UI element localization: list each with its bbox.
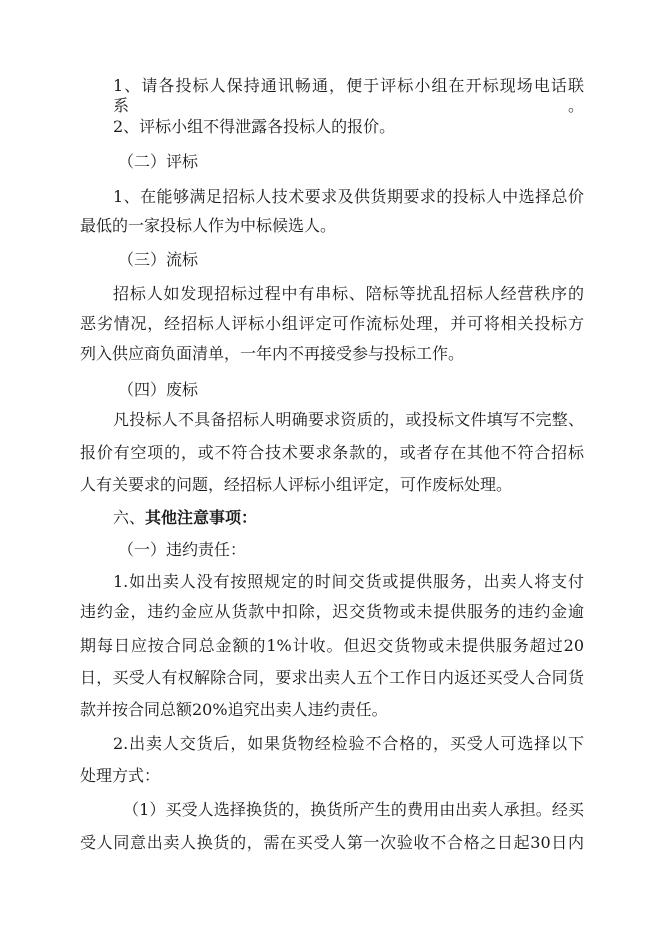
- text-line: 1、请各投标人保持通讯畅通，便于评标小组在开标现场电话联系。: [113, 76, 584, 115]
- text-line: 2.出卖人交货后，如果货物经检验不合格的，买受人可选择以下: [113, 734, 584, 753]
- text-line: （1）买受人选择换货的，换货所产生的费用由出卖人承担。经买: [123, 800, 584, 819]
- text-line: 期每日应按合同总金额的1%计收。但迟交货物或未提供服务超过20: [80, 636, 584, 655]
- section-six-heading: [113, 508, 584, 528]
- text-line: 恶劣情况，经招标人评标小组评定可作流标处理，并可将相关投标方: [80, 314, 584, 333]
- section-heading: （三）流标: [118, 250, 199, 269]
- text-line: 2、评标小组不得泄露各投标人的报价。: [113, 117, 396, 136]
- section-heading: （二）评标: [118, 152, 199, 171]
- text-line: 1.如出卖人没有按照规定的时间交货或提供服务，出卖人将支付: [113, 572, 584, 591]
- text-line: 款并按合同总额20%追究出卖人违约责任。: [80, 700, 388, 719]
- text-line: 报价有空项的，或不符合技术要求条款的，或者存在其他不符合招标: [80, 443, 584, 462]
- text-line: 日，买受人有权解除合同，要求出卖人五个工作日内返还买受人合同货: [80, 668, 584, 687]
- text-line: 招标人如发现招标过程中有串标、陪标等扰乱招标人经营秩序的: [113, 284, 584, 303]
- text-line: 最低的一家投标人作为中标候选人。: [80, 216, 337, 235]
- section-heading: （四）废标: [118, 380, 199, 399]
- section-number: 六、: [113, 508, 146, 527]
- text-line: 处理方式：: [80, 766, 161, 785]
- text-line: 违约金，违约金应从货款中扣除，迟交货物或未提供服务的违约金逾: [80, 602, 584, 621]
- section-title: 其他注意事项：: [145, 508, 258, 527]
- section-heading: （一）违约责任：: [118, 540, 247, 559]
- text-line: 凡投标人不具备招标人明确要求资质的，或投标文件填写不完整、: [113, 410, 584, 429]
- text-line: 受人同意出卖人换货的，需在买受人第一次验收不合格之日起30日内: [80, 833, 584, 852]
- text-line: 人有关要求的问题，经招标人评标小组评定，可作废标处理。: [80, 475, 513, 494]
- text-line: 1、在能够满足招标人技术要求及供货期要求的投标人中选择总价: [113, 187, 584, 206]
- text-line: 列入供应商负面清单，一年内不再接受参与投标工作。: [80, 344, 465, 363]
